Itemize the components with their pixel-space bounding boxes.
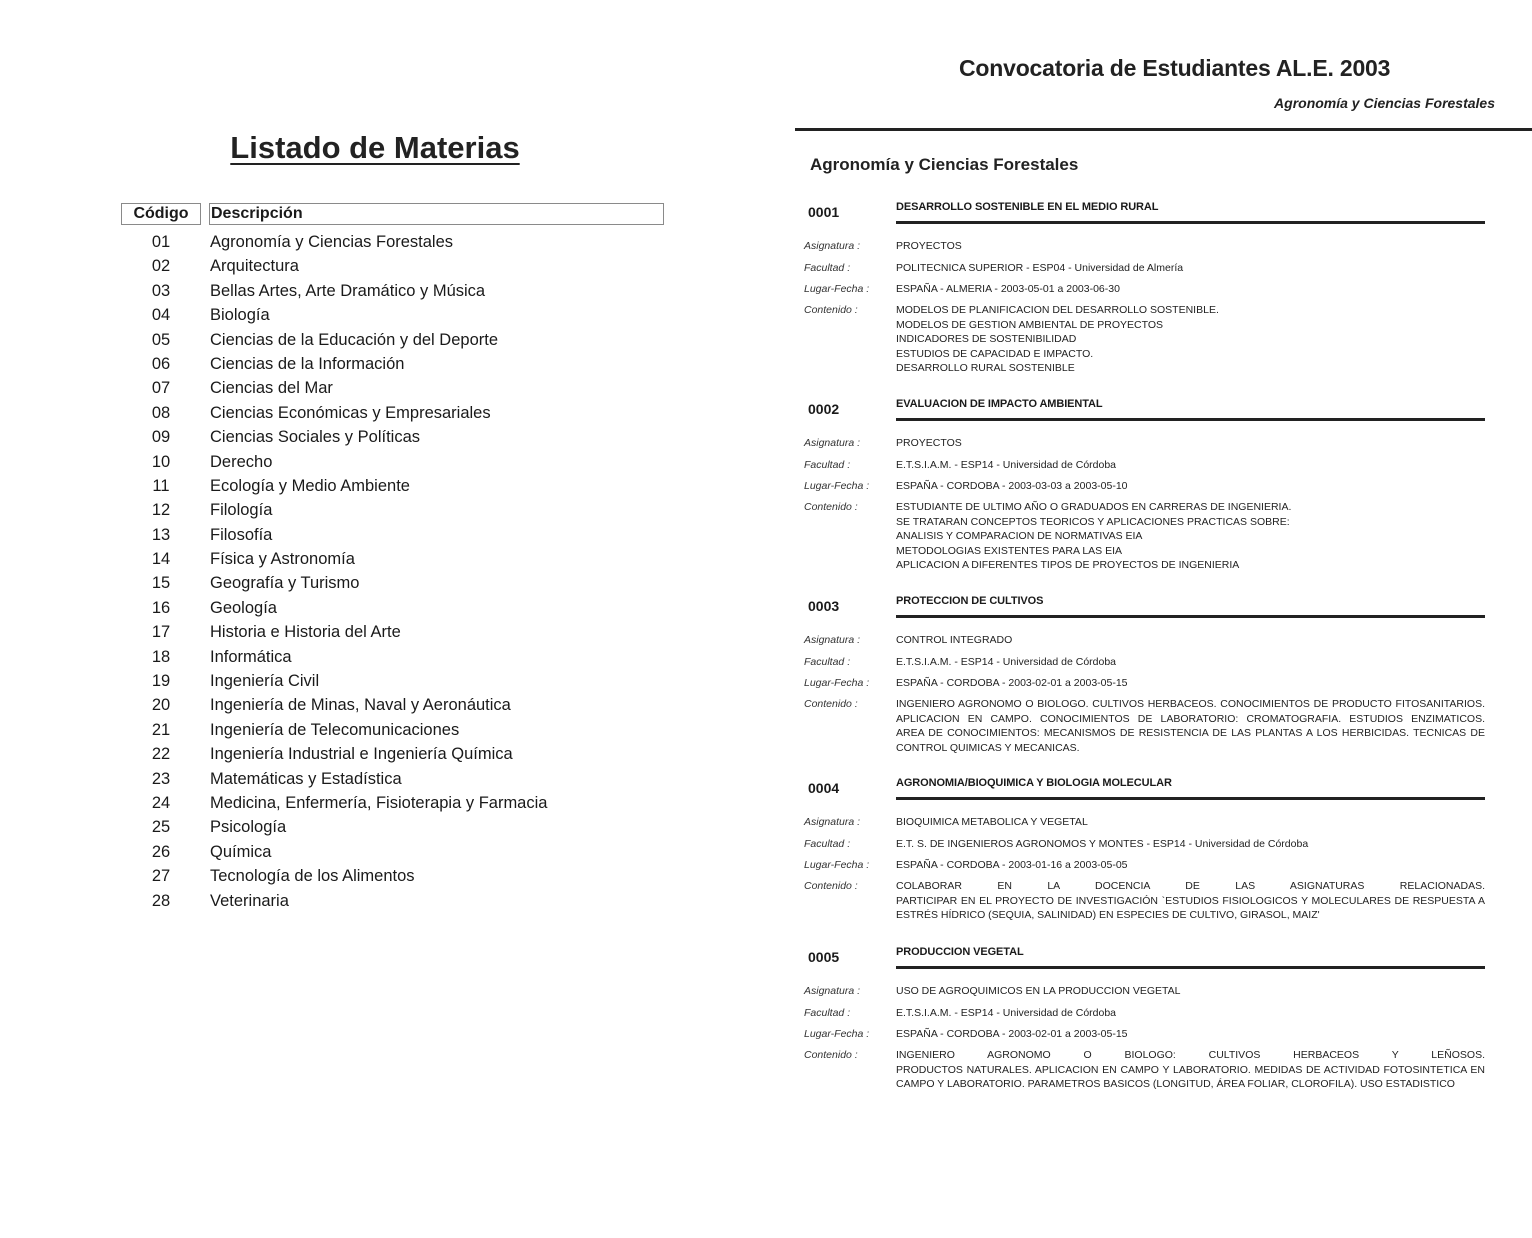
course-number: 0002 [808, 401, 840, 417]
field-label: Facultad : [804, 262, 851, 274]
field-value: USO DE AGROQUIMICOS EN LA PRODUCCION VEGETAL [896, 985, 1181, 997]
field-label: Facultad : [804, 459, 851, 471]
field-value: ESPAÑA - CORDOBA - 2003-02-01 a 2003-05-15 [896, 677, 1128, 689]
table-row [121, 303, 741, 327]
subject-code: 05 [151, 330, 171, 349]
field-label: Contenido : [804, 501, 858, 513]
course-number: 0003 [808, 598, 840, 614]
field-label: Contenido : [804, 698, 858, 710]
subject-description: Psicología [210, 818, 287, 837]
content-line: MODELOS DE PLANIFICACION DEL DESARROLLO SOSTENIBLE. [896, 304, 1219, 316]
subject-description: Geología [210, 598, 277, 617]
subject-description: Matemáticas y Estadística [210, 769, 402, 788]
content-line: ESTUDIOS DE CAPACIDAD E IMPACTO. [896, 347, 1094, 360]
subject-code: 20 [151, 696, 171, 715]
field-value: ESPAÑA - CORDOBA - 2003-03-03 a 2003-05-10 [896, 480, 1128, 492]
subject-description: Veterinaria [210, 891, 289, 910]
left-page [0, 0, 760, 1238]
content-line: CONTROL QUIMICAS Y MECANICAS. [896, 741, 1080, 754]
header-rule [795, 128, 1532, 131]
field-label: Asignatura : [804, 240, 861, 252]
subject-code: 07 [151, 379, 171, 398]
table-row [121, 620, 741, 644]
subject-code: 24 [151, 793, 171, 812]
table-row [121, 254, 741, 278]
subject-description: Filología [210, 501, 273, 520]
subject-code: 06 [151, 354, 171, 373]
table-row [121, 401, 741, 425]
table-row [121, 279, 741, 303]
subject-code: 11 [152, 476, 170, 495]
header-description: Descripción [209, 203, 664, 225]
course-number: 0001 [808, 204, 840, 220]
field-label: Asignatura : [804, 816, 861, 828]
table-row [121, 693, 741, 717]
table-row [121, 791, 741, 815]
subject-description: Ciencias de la Información [210, 354, 405, 373]
course-rule [896, 966, 1485, 969]
subject-description: Arquitectura [210, 257, 299, 276]
subject-description: Ciencias de la Educación y del Deporte [210, 330, 499, 349]
field-label: Lugar-Fecha : [804, 1028, 870, 1040]
subject-description: Historia e Historia del Arte [210, 623, 401, 642]
field-value: CONTROL INTEGRADO [896, 634, 1013, 646]
field-value: ESPAÑA - ALMERIA - 2003-05-01 a 2003-06-30 [896, 283, 1120, 295]
subject-code: 19 [151, 672, 171, 691]
field-value [896, 697, 1485, 755]
table-row [121, 889, 741, 913]
table-row [121, 425, 741, 449]
content-line: ANALISIS Y COMPARACION DE NORMATIVAS EIA [896, 530, 1143, 542]
subject-description: Tecnología de los Alimentos [210, 867, 415, 886]
subject-code: 25 [151, 818, 171, 837]
field-value: ESPAÑA - CORDOBA - 2003-02-01 a 2003-05-15 [896, 1028, 1128, 1040]
field-label: Contenido : [804, 1049, 858, 1061]
subject-code: 04 [151, 306, 171, 325]
table-row [121, 474, 741, 498]
field-label: Lugar-Fecha : [804, 283, 870, 295]
course-title: EVALUACION DE IMPACTO AMBIENTAL [896, 398, 1103, 410]
table-row [121, 376, 741, 400]
content-line: COLABORAR EN LA DOCENCIA DE LAS ASIGNATURAS RELACIONADAS. [896, 880, 1485, 892]
course-title: DESARROLLO SOSTENIBLE EN EL MEDIO RURAL [896, 201, 1159, 213]
field-value: BIOQUIMICA METABOLICA Y VEGETAL [896, 816, 1088, 828]
subject-description: Medicina, Enfermería, Fisioterapia y Farmacia [210, 793, 548, 812]
table-row [121, 523, 741, 547]
field-value: E.T. S. DE INGENIEROS AGRONOMOS Y MONTES - ESP14 - Universidad de Córdoba [896, 838, 1309, 850]
course-title: PROTECCION DE CULTIVOS [896, 595, 1044, 607]
subject-code: 26 [151, 842, 171, 861]
subject-code: 23 [151, 769, 171, 788]
subject-code: 18 [151, 647, 171, 666]
subject-code: 27 [151, 867, 171, 886]
table-row [121, 596, 741, 620]
field-value: E.T.S.I.A.M. - ESP14 - Universidad de Córdoba [896, 656, 1117, 668]
course-number: 0005 [808, 949, 840, 965]
field-label: Asignatura : [804, 985, 861, 997]
content-line: INGENIERO AGRONOMO O BIOLOGO: CULTIVOS HERBACEOS Y LEÑOSOS. [896, 1049, 1485, 1061]
content-line: METODOLOGIAS EXISTENTES PARA LAS EIA [896, 544, 1123, 557]
subject-list [121, 230, 741, 913]
content-line: DESARROLLO RURAL SOSTENIBLE [896, 362, 1075, 374]
content-line: APLICACION A DIFERENTES TIPOS DE PROYECTOS DE INGENIERIA [896, 559, 1240, 571]
subject-description: Ciencias Sociales y Políticas [210, 428, 421, 447]
course-rule [896, 221, 1485, 224]
course-rule [896, 615, 1485, 618]
subject-code: 01 [151, 233, 171, 251]
course-rule [896, 418, 1485, 421]
subject-code: 15 [151, 574, 171, 593]
field-value: PROYECTOS [896, 437, 962, 449]
field-value: PROYECTOS [896, 240, 962, 252]
subject-description: Biología [210, 306, 270, 325]
table-row [121, 645, 741, 669]
content-line: INDICADORES DE SOSTENIBILIDAD [896, 333, 1077, 345]
field-label: Lugar-Fecha : [804, 859, 870, 871]
subject-code: 08 [151, 403, 171, 422]
field-value [896, 1048, 1485, 1092]
subject-description: Ingeniería Civil [210, 672, 320, 691]
content-line: APLICACION EN CAMPO. CONOCIMIENTOS DE LABORATORIO: CROMATOGRAFIA. ESTUDIOS ENZIMATICOS. [896, 712, 1485, 725]
field-label: Facultad : [804, 656, 851, 668]
subject-code: 02 [151, 257, 171, 276]
subject-description: Ciencias Económicas y Empresariales [210, 403, 491, 422]
content-line: ESTRÉS HÍDRICO (SEQUIA, SALINIDAD) EN ESPECIES DE CULTIVO, GIRASOL, MAIZ' [896, 909, 1320, 921]
subject-description: Ingeniería Industrial e Ingeniería Química [210, 745, 513, 764]
table-row [121, 864, 741, 888]
table-row [121, 840, 741, 864]
subject-description: Bellas Artes, Arte Dramático y Música [210, 281, 486, 300]
table-row [121, 450, 741, 474]
subject-code: 13 [151, 525, 171, 544]
subject-description: Derecho [210, 452, 273, 471]
field-value [896, 303, 1485, 376]
content-line: INGENIERO AGRONOMO O BIOLOGO. CULTIVOS HERBACEOS. CONOCIMIENTOS DE PRODUCTO FITOSANITARIOS. [896, 698, 1485, 710]
subject-code: 17 [151, 623, 171, 642]
content-line: SE TRATARAN CONCEPTOS TEORICOS Y APLICACIONES PRACTICAS SOBRE: [896, 515, 1290, 528]
table-row [121, 547, 741, 571]
subject-description: Ingeniería de Minas, Naval y Aeronáutica [210, 696, 511, 715]
table-row [121, 352, 741, 376]
right-page [780, 0, 1532, 1238]
course-title: AGRONOMIA/BIOQUIMICA Y BIOLOGIA MOLECULAR [896, 777, 1172, 789]
subject-code: 21 [151, 720, 171, 739]
section-heading: Agronomía y Ciencias Forestales [810, 155, 1079, 174]
subject-description: Informática [210, 647, 292, 666]
table-row [121, 742, 741, 766]
subject-description: Ingeniería de Telecomunicaciones [210, 720, 460, 739]
content-line: PRODUCTOS NATURALES. APLICACION EN CAMPO Y LABORATORIO. MEDIDAS DE ACTIVIDAD FOTOSINTETICA EN [896, 1063, 1485, 1076]
subject-description: Química [210, 842, 272, 861]
field-value [896, 500, 1485, 573]
field-value: E.T.S.I.A.M. - ESP14 - Universidad de Córdoba [896, 459, 1117, 471]
subject-code: 16 [151, 598, 171, 617]
subject-code: 14 [151, 550, 171, 569]
subject-code: 09 [151, 428, 171, 447]
field-label: Lugar-Fecha : [804, 480, 870, 492]
subject-code: 12 [151, 501, 171, 520]
field-value [896, 879, 1485, 923]
field-label: Facultad : [804, 838, 851, 850]
table-row [121, 767, 741, 791]
field-label: Contenido : [804, 880, 858, 892]
course-rule [896, 797, 1485, 800]
field-label: Asignatura : [804, 437, 861, 449]
table-row [121, 669, 741, 693]
field-value: E.T.S.I.A.M. - ESP14 - Universidad de Córdoba [896, 1007, 1117, 1019]
table-row [121, 328, 741, 352]
subject-description: Filosofía [210, 525, 273, 544]
content-line: PARTICIPAR EN EL PROYECTO DE INVESTIGACIÓN `ESTUDIOS FISIOLOGICOS Y MOLECULARES DE RESPUESTA A [896, 894, 1485, 907]
field-value: POLITECNICA SUPERIOR - ESP04 - Universidad de Almería [896, 262, 1184, 274]
field-label: Lugar-Fecha : [804, 677, 870, 689]
subject-description: Física y Astronomía [210, 550, 355, 569]
table-row [121, 815, 741, 839]
table-row [121, 571, 741, 595]
document-title: Convocatoria de Estudiantes AL.E. 2003 [959, 55, 1391, 81]
subject-description: Geografía y Turismo [210, 574, 360, 593]
course-title: PRODUCCION VEGETAL [896, 946, 1024, 958]
subject-description: Ciencias del Mar [210, 379, 333, 398]
subject-code: 03 [151, 281, 171, 300]
field-label: Facultad : [804, 1007, 851, 1019]
field-label: Asignatura : [804, 634, 861, 646]
content-line: CAMPO Y LABORATORIO. PARAMETROS BASICOS (LONGITUD, ÁREA FOLIAR, CLOROFILA). USO ESTADISTICO [896, 1078, 1455, 1090]
course-number: 0004 [808, 780, 840, 796]
table-row [121, 498, 741, 522]
subject-code: 10 [151, 452, 171, 471]
table-row [121, 230, 741, 254]
header-code: Código [121, 203, 201, 225]
document-subtitle: Agronomía y Ciencias Forestales [1274, 95, 1495, 111]
field-label: Contenido : [804, 304, 858, 316]
content-line: ESTUDIANTE DE ULTIMO AÑO O GRADUADOS EN CARRERAS DE INGENIERIA. [896, 501, 1292, 513]
content-line: AREA DE CONOCIMIENTOS: MECANISMOS DE RESISTENCIA DE LAS PLANTAS A LOS HERBICIDAS. TECNICAS DE [896, 727, 1485, 739]
table-row [121, 718, 741, 742]
page-title: Listado de Materias [230, 130, 520, 165]
subject-code: 28 [151, 891, 171, 910]
subject-code: 22 [151, 745, 171, 764]
subject-description: Ecología y Medio Ambiente [210, 476, 410, 495]
field-value: ESPAÑA - CORDOBA - 2003-01-16 a 2003-05-05 [896, 859, 1128, 871]
content-line: MODELOS DE GESTION AMBIENTAL DE PROYECTOS [896, 318, 1164, 331]
subject-description: Agronomía y Ciencias Forestales [210, 233, 454, 251]
